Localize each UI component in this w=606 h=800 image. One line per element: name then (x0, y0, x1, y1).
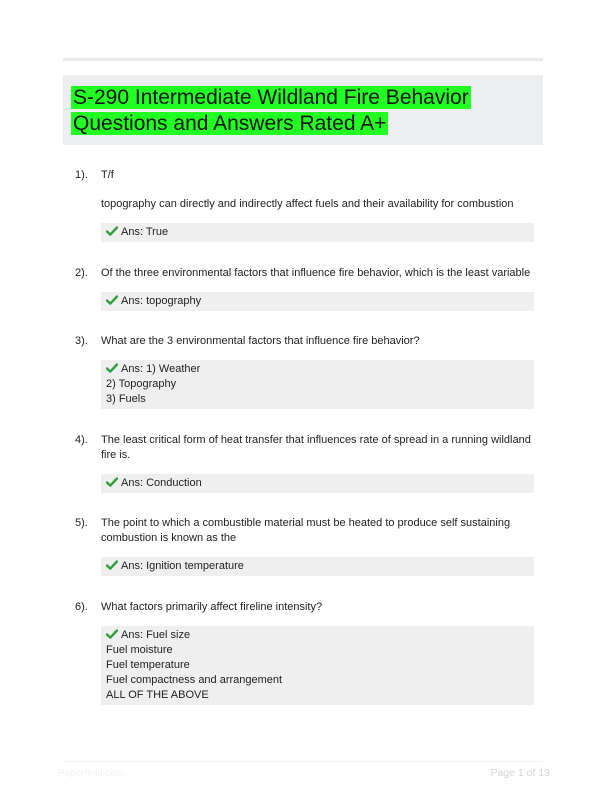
check-icon (106, 477, 118, 487)
answer-line: Ans: Conduction (106, 476, 529, 491)
answer-line: Fuel temperature (106, 659, 190, 671)
question-number: 2). (75, 267, 88, 279)
top-divider (63, 58, 543, 61)
check-icon (106, 363, 118, 373)
footer-watermark: Paperfiniti.com (58, 768, 125, 779)
question-1 (75, 168, 535, 242)
check-icon (106, 629, 118, 639)
question-text: What factors primarily affect fireline intensity? (101, 601, 323, 613)
question-text: T/f (101, 169, 114, 181)
answer-line: Fuel compactness and arrangement (106, 674, 283, 686)
question-6 (75, 600, 535, 705)
question-subtext: topography can directly and indirectly affect fuels and their availability for combustion (101, 198, 514, 210)
answer-line: 2) Topography (106, 378, 177, 390)
answer-line: Ans: True (106, 225, 529, 240)
question-3 (75, 334, 535, 409)
answer-line: Ans: topography (106, 294, 529, 309)
document-title: S-290 Intermediate Wildland Fire Behavior Questions and Answers Rated A+ (73, 86, 469, 135)
question-number: 1). (75, 169, 88, 181)
question-number: 5). (75, 517, 88, 529)
question-text: The least critical form of heat transfer that influences rate of spread in a running wildland fire is. (101, 434, 531, 461)
answer-line: Ans: 1) Weather (106, 362, 529, 377)
answer-box (101, 360, 534, 409)
question-5 (75, 516, 535, 576)
answer-box (101, 557, 534, 576)
question-number: 3). (75, 335, 88, 347)
answer-box (101, 474, 534, 493)
question-4 (75, 433, 535, 493)
answer-line: Ans: Fuel size (106, 628, 529, 643)
question-number: 6). (75, 601, 88, 613)
answer-box (101, 292, 534, 311)
title-box (63, 75, 543, 145)
question-number: 4). (75, 434, 88, 446)
check-icon (106, 560, 118, 570)
check-icon (106, 226, 118, 236)
answer-box (101, 223, 534, 242)
footer-divider (63, 761, 543, 762)
question-text: What are the 3 environmental factors that influence fire behavior? (101, 335, 420, 347)
answer-box (101, 626, 534, 705)
check-icon (106, 295, 118, 305)
answer-line: Ans: Ignition temperature (106, 559, 529, 574)
question-text: The point to which a combustible material must be heated to produce self sustaining combustion is known as the (101, 517, 511, 544)
answer-line: ALL OF THE ABOVE (106, 689, 209, 701)
question-2 (75, 266, 535, 311)
answer-line: 3) Fuels (106, 393, 146, 405)
page-number: Page 1 of 13 (490, 767, 550, 779)
answer-line: Fuel moisture (106, 644, 173, 656)
question-text: Of the three environmental factors that influence fire behavior, which is the least variable (101, 267, 531, 279)
